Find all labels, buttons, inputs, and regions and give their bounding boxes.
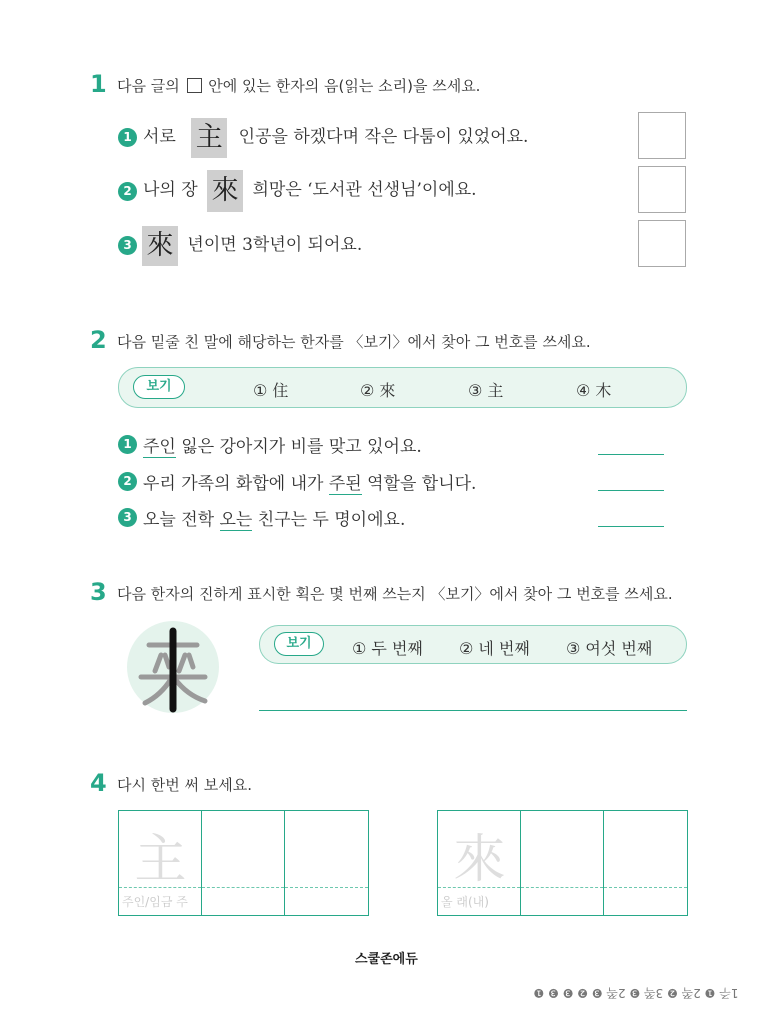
blank-square-icon bbox=[187, 78, 202, 93]
bogi-option-3-3: ③ 여섯 번째 bbox=[566, 639, 653, 658]
bogi-label: 보기 bbox=[133, 375, 185, 399]
trace-hanja: 主 bbox=[134, 830, 187, 890]
hanja-highlight: 來 bbox=[142, 226, 178, 266]
answer-key-footer: 1주 ❶ 2쪽 ❷ 3쪽 ❸ 2쪽 ❸ ❷ ❸ ❸ ❶ bbox=[533, 986, 739, 1000]
bogi-option-4: ④ 木 bbox=[576, 381, 612, 400]
sentence-after: 인공을 하겠다며 작은 다툼이 있었어요. bbox=[238, 127, 529, 147]
bogi-option-3-2: ② 네 번째 bbox=[459, 639, 530, 658]
item-number-1-3: 3 bbox=[118, 236, 137, 255]
q2-sentence-3 bbox=[143, 505, 405, 530]
item-number-1-1: 1 bbox=[118, 128, 137, 147]
publisher-logo: 스쿨존에듀 bbox=[355, 952, 418, 967]
trace-caption: 주인/임금 주 bbox=[122, 895, 188, 909]
writing-cell[interactable] bbox=[604, 811, 687, 915]
dotted-guide bbox=[604, 887, 687, 888]
item-number-2-3: 3 bbox=[118, 508, 137, 527]
sentence-before: 우리 가족의 화합에 내가 bbox=[143, 474, 324, 494]
question-number-1: 1 bbox=[90, 70, 107, 98]
writing-cell[interactable] bbox=[438, 811, 521, 915]
bogi-option-2: ② 來 bbox=[360, 381, 396, 400]
sentence-before: 오늘 전학 bbox=[143, 510, 215, 530]
bogi-option-1: ① 住 bbox=[253, 381, 289, 400]
answer-box-1[interactable] bbox=[638, 112, 686, 159]
answer-line-2[interactable] bbox=[598, 490, 664, 491]
underlined-word: 오는 bbox=[219, 510, 253, 530]
sentence-before: 나의 장 bbox=[143, 180, 198, 200]
q2-sentence-2 bbox=[143, 469, 476, 494]
bogi-option-3-1: ① 두 번째 bbox=[352, 639, 423, 658]
writing-cell[interactable] bbox=[521, 811, 604, 915]
question-2-instruction: 다음 밑줄 친 말에 해당하는 한자를 〈보기〉에서 찾아 그 번호를 쓰세요. bbox=[117, 333, 591, 351]
hanja-highlight: 主 bbox=[191, 118, 227, 158]
dotted-guide bbox=[202, 887, 284, 888]
question-number-4: 4 bbox=[90, 769, 107, 797]
underlined-word: 주인 bbox=[143, 437, 176, 457]
bogi-label-3: 보기 bbox=[274, 632, 324, 656]
question-1-instruction bbox=[117, 75, 480, 96]
underlined-word: 주된 bbox=[328, 474, 362, 494]
item-number-2-1: 1 bbox=[118, 435, 137, 454]
dotted-guide bbox=[285, 887, 368, 888]
answer-line-q3[interactable] bbox=[259, 710, 687, 711]
item-number-2-2: 2 bbox=[118, 472, 137, 491]
dotted-guide bbox=[119, 887, 201, 888]
instruction-before: 다음 글의 bbox=[117, 77, 180, 95]
stroke-order-hanja bbox=[127, 621, 219, 713]
q1-sentence-2 bbox=[143, 168, 477, 212]
sentence-after: 잃은 강아지가 비를 맞고 있어요. bbox=[181, 437, 422, 457]
sentence-after: 친구는 두 명이에요. bbox=[257, 510, 406, 530]
answer-line-3[interactable] bbox=[598, 526, 664, 527]
question-number-3: 3 bbox=[90, 578, 107, 606]
question-number-2: 2 bbox=[90, 326, 107, 354]
q2-sentence-1 bbox=[143, 432, 422, 457]
hanja-highlight: 來 bbox=[207, 170, 243, 212]
question-4-instruction: 다시 한번 써 보세요. bbox=[117, 776, 252, 794]
writing-grid-2 bbox=[437, 810, 688, 916]
trace-hanja: 來 bbox=[453, 830, 506, 890]
writing-cell[interactable] bbox=[285, 811, 368, 915]
writing-cell[interactable] bbox=[119, 811, 202, 915]
instruction-after: 안에 있는 한자의 음(읽는 소리)을 쓰세요. bbox=[208, 77, 481, 95]
answer-box-2[interactable] bbox=[638, 166, 686, 213]
dotted-guide bbox=[438, 887, 520, 888]
question-3-instruction: 다음 한자의 진하게 표시한 획은 몇 번째 쓰는지 〈보기〉에서 찾아 그 번호를 쓰세요. bbox=[117, 585, 673, 603]
sentence-after: 년이면 3학년이 되어요. bbox=[187, 235, 363, 255]
writing-cell[interactable] bbox=[202, 811, 285, 915]
item-number-1-2: 2 bbox=[118, 182, 137, 201]
answer-box-3[interactable] bbox=[638, 220, 686, 267]
sentence-after: 역할을 합니다. bbox=[367, 474, 477, 494]
answer-line-1[interactable] bbox=[598, 454, 664, 455]
q1-sentence-3 bbox=[142, 224, 362, 266]
trace-caption: 올 래(내) bbox=[441, 895, 489, 909]
writing-grid-1 bbox=[118, 810, 369, 916]
dotted-guide bbox=[521, 887, 603, 888]
bogi-option-3: ③ 主 bbox=[468, 381, 504, 400]
sentence-before: 서로 bbox=[143, 127, 176, 147]
q1-sentence-1 bbox=[143, 116, 528, 158]
sentence-after: 희망은 ‘도서관 선생님’이에요. bbox=[252, 180, 477, 200]
